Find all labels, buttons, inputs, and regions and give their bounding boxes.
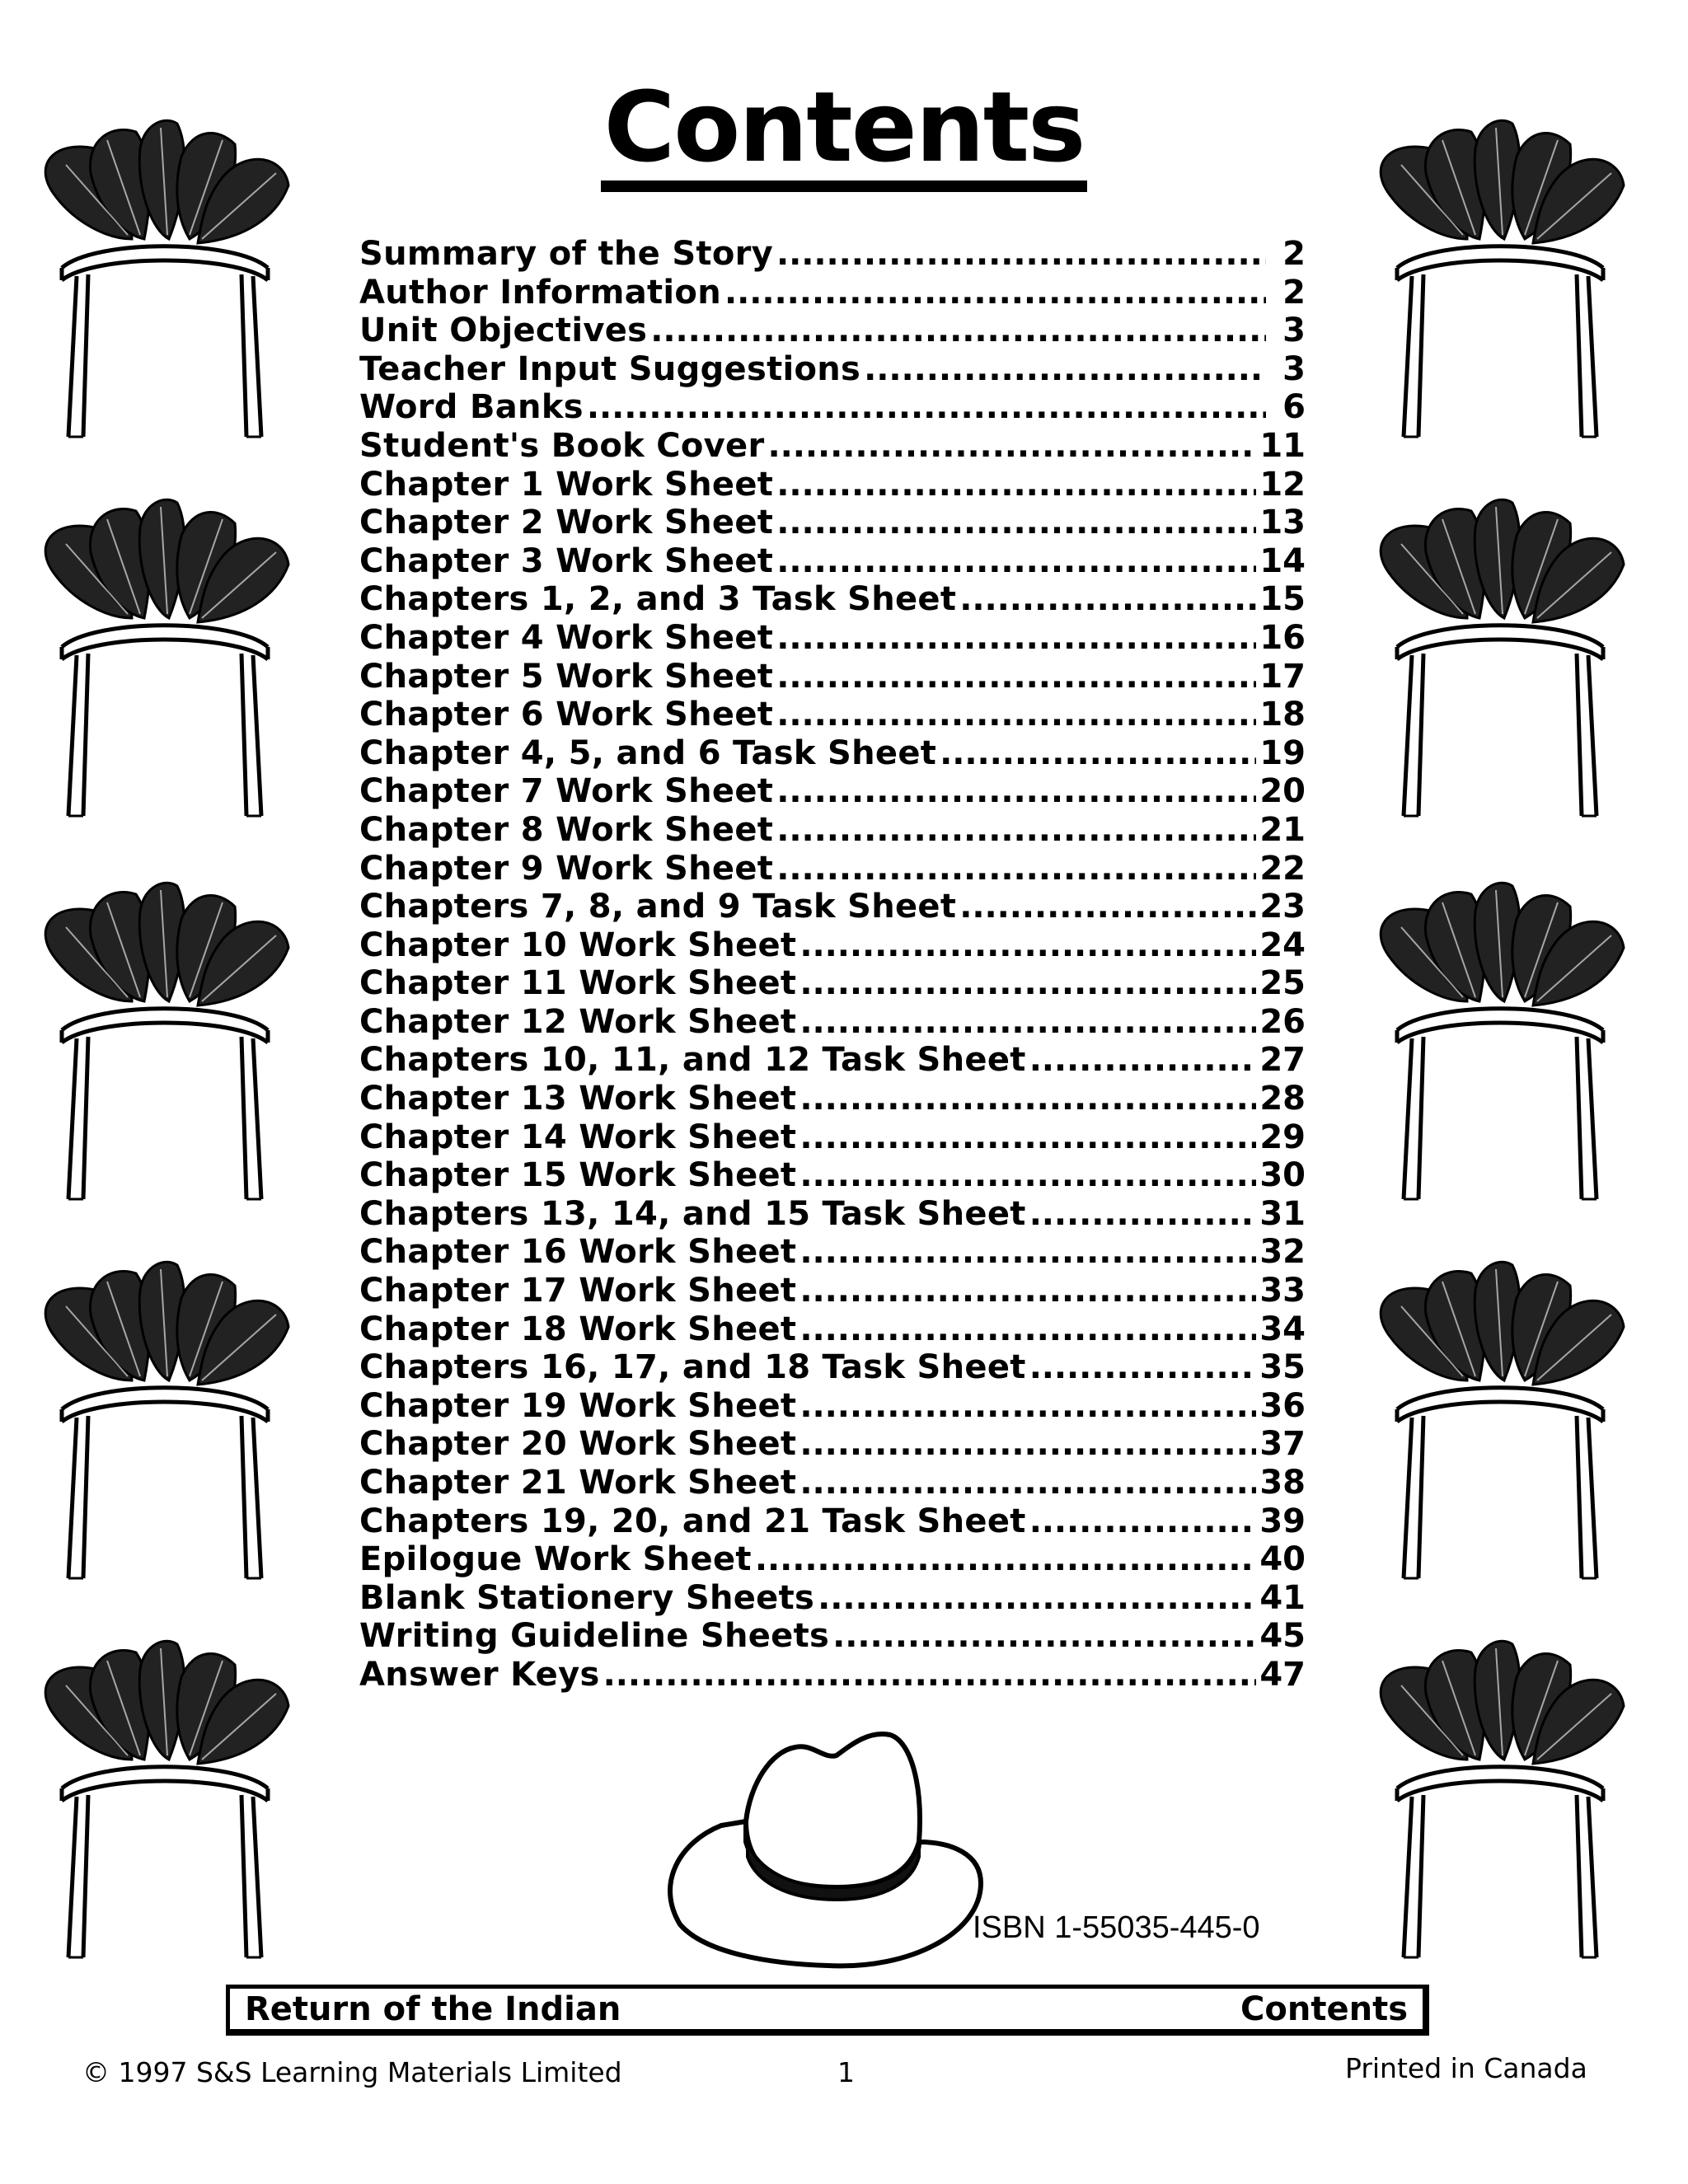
toc-leader-dots bbox=[650, 312, 1266, 349]
toc-entry bbox=[359, 619, 1306, 658]
toc-leader-dots bbox=[776, 850, 1256, 888]
toc-entry-page: 45 bbox=[1259, 1617, 1306, 1656]
toc-entry-label: Chapter 16 Work Sheet bbox=[359, 1233, 797, 1272]
toc-entry-label: Chapter 8 Work Sheet bbox=[359, 810, 774, 849]
toc-entry-page: 26 bbox=[1259, 1002, 1306, 1041]
footer-section: Contents bbox=[1240, 1990, 1408, 2028]
toc-entry bbox=[359, 427, 1306, 466]
toc-entry-page: 35 bbox=[1259, 1348, 1306, 1387]
toc-entry-label: Chapter 18 Work Sheet bbox=[359, 1310, 797, 1348]
toc-entry-label: Chapters 19, 20, and 21 Task Sheet bbox=[359, 1502, 1026, 1540]
toc-entry bbox=[359, 1540, 1306, 1579]
toc-entry-page: 33 bbox=[1259, 1272, 1306, 1310]
toc-entry bbox=[359, 350, 1306, 389]
toc-entry-page: 31 bbox=[1259, 1194, 1306, 1233]
printed-in: Printed in Canada bbox=[1345, 2052, 1587, 2084]
toc-entry-page: 3 bbox=[1282, 312, 1306, 350]
toc-entry-label: Epilogue Work Sheet bbox=[359, 1540, 752, 1579]
toc-leader-dots bbox=[959, 580, 1256, 618]
toc-entry-page: 6 bbox=[1282, 388, 1306, 427]
toc-entry-page: 22 bbox=[1259, 849, 1306, 888]
toc-entry-label: Chapter 5 Work Sheet bbox=[359, 657, 774, 696]
toc-entry bbox=[359, 1656, 1306, 1694]
toc-entry-page: 14 bbox=[1259, 541, 1306, 580]
toc-entry-page: 21 bbox=[1259, 810, 1306, 849]
toc-entry-label: Answer Keys bbox=[359, 1655, 600, 1694]
toc-leader-dots bbox=[959, 888, 1256, 926]
toc-entry bbox=[359, 542, 1306, 581]
toc-entry bbox=[359, 466, 1306, 504]
toc-entry-label: Chapter 9 Work Sheet bbox=[359, 849, 774, 888]
toc-entry-page: 25 bbox=[1259, 964, 1306, 1003]
toc-entry-label: Chapter 6 Work Sheet bbox=[359, 696, 774, 734]
toc-leader-dots bbox=[799, 1387, 1256, 1425]
toc-leader-dots bbox=[776, 658, 1256, 696]
toc-leader-dots bbox=[799, 1310, 1256, 1348]
toc-entry-page: 29 bbox=[1259, 1118, 1306, 1156]
toc-leader-dots bbox=[1029, 1041, 1257, 1079]
toc-entry-label: Chapter 17 Work Sheet bbox=[359, 1272, 797, 1310]
feather-headdress-icon bbox=[1364, 1257, 1636, 1586]
feather-headdress-icon bbox=[29, 1636, 301, 1966]
toc-leader-dots bbox=[818, 1579, 1256, 1617]
toc-entry-page: 37 bbox=[1259, 1425, 1306, 1464]
feather-headdress-icon bbox=[29, 878, 301, 1207]
toc-entry-page: 39 bbox=[1259, 1502, 1306, 1540]
toc-entry-page: 36 bbox=[1259, 1386, 1306, 1425]
toc-entry-page: 15 bbox=[1259, 580, 1306, 619]
toc-entry bbox=[359, 658, 1306, 696]
toc-leader-dots bbox=[776, 542, 1256, 580]
toc-leader-dots bbox=[1029, 1502, 1257, 1540]
toc-entry-page: 27 bbox=[1259, 1041, 1306, 1080]
cowboy-hat-icon bbox=[647, 1718, 993, 1982]
toc-entry-page: 11 bbox=[1259, 426, 1306, 465]
toc-entry bbox=[359, 1003, 1306, 1042]
feather-headdress-icon bbox=[1364, 115, 1636, 445]
toc-entry-page: 12 bbox=[1259, 465, 1306, 504]
toc-leader-dots bbox=[776, 235, 1266, 273]
toc-entry bbox=[359, 580, 1306, 619]
feather-headdress-icon bbox=[1364, 1636, 1636, 1966]
toc-entry bbox=[359, 1502, 1306, 1541]
toc-entry bbox=[359, 926, 1306, 965]
toc-entry bbox=[359, 850, 1306, 888]
toc-entry-page: 32 bbox=[1259, 1233, 1306, 1272]
toc-entry-label: Chapters 13, 14, and 15 Task Sheet bbox=[359, 1194, 1026, 1233]
toc-entry-page: 34 bbox=[1259, 1310, 1306, 1348]
toc-leader-dots bbox=[799, 1425, 1256, 1463]
toc-entry-page: 18 bbox=[1259, 696, 1306, 734]
toc-entry-label: Chapters 1, 2, and 3 Task Sheet bbox=[359, 580, 957, 619]
toc-leader-dots bbox=[724, 274, 1266, 312]
toc-entry-page: 13 bbox=[1259, 504, 1306, 542]
toc-leader-dots bbox=[776, 504, 1256, 541]
toc-leader-dots bbox=[768, 427, 1257, 465]
toc-entry-page: 28 bbox=[1259, 1080, 1306, 1118]
toc-entry-label: Writing Guideline Sheets bbox=[359, 1617, 830, 1656]
toc-entry bbox=[359, 1233, 1306, 1272]
toc-entry bbox=[359, 388, 1306, 427]
toc-entry-page: 2 bbox=[1282, 235, 1306, 273]
toc-entry bbox=[359, 1195, 1306, 1234]
toc-entry bbox=[359, 772, 1306, 811]
toc-leader-dots bbox=[864, 350, 1266, 388]
isbn: ISBN 1-55035-445-0 bbox=[973, 1910, 1260, 1945]
toc-entry-label: Blank Stationery Sheets bbox=[359, 1578, 815, 1617]
toc-leader-dots bbox=[799, 926, 1256, 964]
feather-headdress-icon bbox=[1364, 878, 1636, 1207]
toc-entry bbox=[359, 1348, 1306, 1387]
toc-leader-dots bbox=[799, 1272, 1256, 1310]
toc-entry bbox=[359, 504, 1306, 542]
feather-headdress-icon bbox=[29, 115, 301, 445]
toc-entry-label: Chapter 13 Work Sheet bbox=[359, 1080, 797, 1118]
toc-entry bbox=[359, 734, 1306, 773]
toc-leader-dots bbox=[799, 1233, 1256, 1271]
toc-entry bbox=[359, 235, 1306, 274]
toc-leader-dots bbox=[799, 1003, 1256, 1041]
copyright: © 1997 S&S Learning Materials Limited bbox=[82, 2056, 622, 2088]
toc-entry-label: Unit Objectives bbox=[359, 312, 648, 350]
toc-entry-page: 16 bbox=[1259, 618, 1306, 657]
toc-leader-dots bbox=[755, 1540, 1257, 1578]
toc-entry bbox=[359, 1080, 1306, 1118]
toc-leader-dots bbox=[940, 734, 1256, 772]
toc-entry-label: Chapters 7, 8, and 9 Task Sheet bbox=[359, 888, 957, 926]
toc-entry-label: Chapter 19 Work Sheet bbox=[359, 1386, 797, 1425]
toc-leader-dots bbox=[776, 619, 1256, 657]
toc-entry bbox=[359, 696, 1306, 734]
toc-entry-page: 23 bbox=[1259, 888, 1306, 926]
toc-entry-label: Chapter 1 Work Sheet bbox=[359, 465, 774, 504]
toc-entry bbox=[359, 964, 1306, 1003]
toc-entry bbox=[359, 1387, 1306, 1426]
toc-entry-label: Chapter 7 Work Sheet bbox=[359, 772, 774, 811]
toc-entry-page: 41 bbox=[1259, 1578, 1306, 1617]
toc-entry bbox=[359, 312, 1306, 350]
toc-entry-label: Chapter 15 Work Sheet bbox=[359, 1156, 797, 1195]
toc-entry-page: 24 bbox=[1259, 926, 1306, 964]
toc-entry-page: 40 bbox=[1259, 1540, 1306, 1579]
toc-entry-label: Chapter 20 Work Sheet bbox=[359, 1425, 797, 1464]
toc-entry-page: 30 bbox=[1259, 1156, 1306, 1195]
toc-leader-dots bbox=[1029, 1348, 1257, 1386]
toc-leader-dots bbox=[587, 388, 1266, 426]
toc-entry-label: Author Information bbox=[359, 273, 721, 312]
toc-entry-label: Chapter 3 Work Sheet bbox=[359, 541, 774, 580]
toc-entry bbox=[359, 811, 1306, 850]
toc-leader-dots bbox=[799, 964, 1256, 1002]
toc-entry bbox=[359, 1118, 1306, 1157]
toc-entry-label: Word Banks bbox=[359, 388, 584, 427]
toc-entry bbox=[359, 1425, 1306, 1464]
toc-leader-dots bbox=[1029, 1195, 1257, 1233]
toc-entry-page: 2 bbox=[1282, 273, 1306, 312]
page-number: 1 bbox=[837, 2056, 855, 2088]
toc-entry-label: Chapter 10 Work Sheet bbox=[359, 926, 797, 964]
toc-entry-page: 3 bbox=[1282, 349, 1306, 388]
toc-entry-label: Chapter 14 Work Sheet bbox=[359, 1118, 797, 1156]
toc-entry bbox=[359, 1464, 1306, 1502]
toc-leader-dots bbox=[832, 1617, 1256, 1655]
toc-entry-label: Chapter 4 Work Sheet bbox=[359, 618, 774, 657]
toc-leader-dots bbox=[776, 811, 1256, 849]
toc-entry-label: Chapter 12 Work Sheet bbox=[359, 1002, 797, 1041]
table-of-contents bbox=[359, 235, 1306, 1694]
toc-entry-label: Chapters 10, 11, and 12 Task Sheet bbox=[359, 1041, 1026, 1080]
toc-leader-dots bbox=[799, 1464, 1256, 1502]
toc-entry bbox=[359, 274, 1306, 312]
toc-entry-label: Chapter 4, 5, and 6 Task Sheet bbox=[359, 733, 937, 772]
toc-entry-page: 47 bbox=[1259, 1655, 1306, 1694]
toc-leader-dots bbox=[603, 1656, 1257, 1694]
toc-leader-dots bbox=[799, 1156, 1256, 1194]
toc-entry bbox=[359, 1041, 1306, 1080]
toc-entry-label: Student's Book Cover bbox=[359, 426, 765, 465]
toc-leader-dots bbox=[776, 466, 1256, 504]
toc-entry bbox=[359, 888, 1306, 926]
toc-leader-dots bbox=[799, 1118, 1256, 1156]
page-title: Contents bbox=[0, 70, 1688, 192]
toc-entry-page: 17 bbox=[1259, 657, 1306, 696]
footer-box bbox=[226, 1985, 1429, 2036]
feather-headdress-icon bbox=[29, 494, 301, 824]
toc-entry-label: Chapters 16, 17, and 18 Task Sheet bbox=[359, 1348, 1026, 1387]
toc-entry-label: Chapter 2 Work Sheet bbox=[359, 504, 774, 542]
toc-entry bbox=[359, 1579, 1306, 1618]
toc-entry-page: 19 bbox=[1259, 733, 1306, 772]
feather-headdress-icon bbox=[1364, 494, 1636, 824]
toc-leader-dots bbox=[776, 696, 1256, 733]
feather-headdress-icon bbox=[29, 1257, 301, 1586]
toc-entry-page: 38 bbox=[1259, 1464, 1306, 1502]
toc-entry-label: Chapter 11 Work Sheet bbox=[359, 964, 797, 1003]
toc-leader-dots bbox=[799, 1080, 1256, 1118]
footer-book-title: Return of the Indian bbox=[245, 1990, 621, 2028]
toc-entry-label: Teacher Input Suggestions bbox=[359, 349, 861, 388]
toc-entry bbox=[359, 1310, 1306, 1349]
toc-entry-page: 20 bbox=[1259, 772, 1306, 811]
toc-entry bbox=[359, 1272, 1306, 1310]
toc-entry-label: Summary of the Story bbox=[359, 235, 774, 273]
toc-leader-dots bbox=[776, 772, 1256, 810]
toc-entry bbox=[359, 1156, 1306, 1195]
toc-entry-label: Chapter 21 Work Sheet bbox=[359, 1464, 797, 1502]
toc-entry bbox=[359, 1617, 1306, 1656]
